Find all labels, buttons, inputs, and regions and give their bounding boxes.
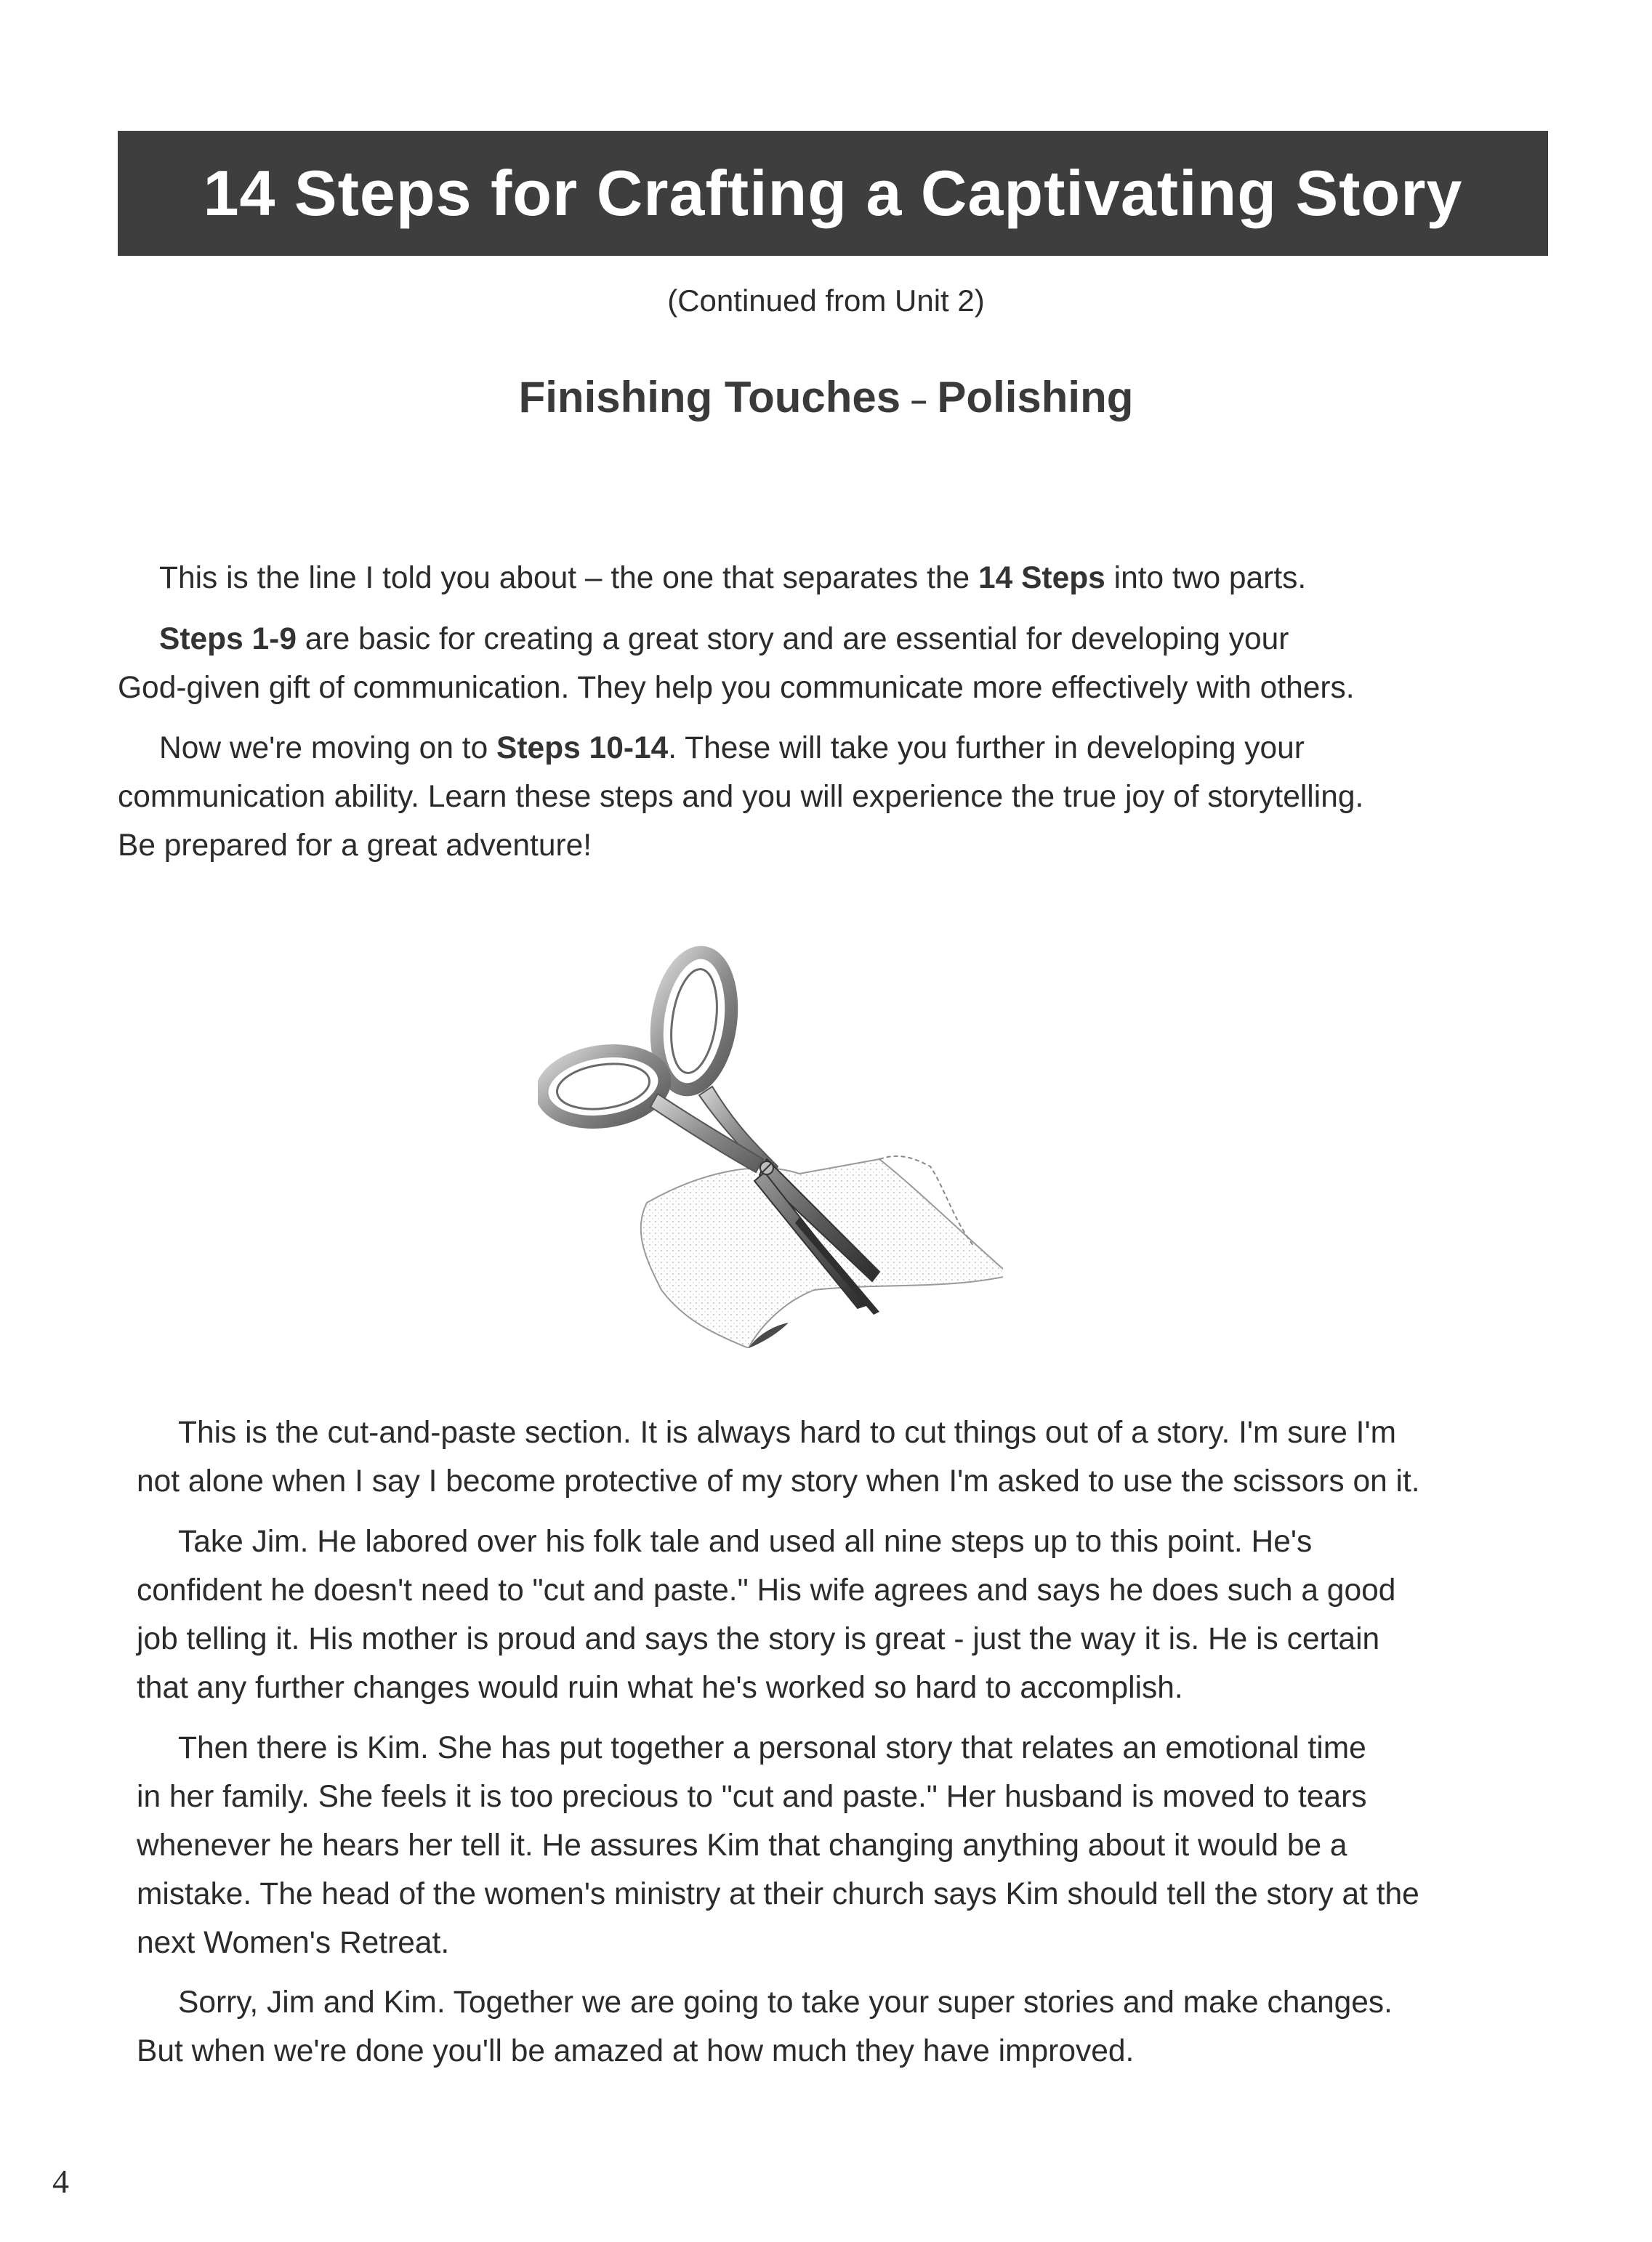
- page-title: 14 Steps for Crafting a Captivating Story: [203, 157, 1463, 229]
- intro-paragraph-3: [118, 724, 1363, 870]
- title-banner: [118, 131, 1548, 256]
- intro-p1-bold: 14 Steps: [978, 561, 1105, 595]
- intro-p2-line-1: are basic for creating a great story and are essential for developing your: [296, 622, 1289, 656]
- body-p3-line-5: next Women's Retreat.: [137, 1926, 450, 1960]
- body-p2-line-1: Take Jim. He labored over his folk tale and used all nine steps up to this point. He's: [178, 1525, 1313, 1559]
- intro-p3-line-2: communication ability. Learn these steps and you will experience the true joy of storytelling.: [118, 780, 1364, 814]
- intro-p2-line-2: God-given gift of communication. They help you communicate more effectively with others.: [118, 671, 1355, 705]
- body-paragraph-1: [137, 1408, 1420, 1506]
- intro-p3-text: Now we're moving on to: [159, 731, 497, 765]
- body-p3-line-3: whenever he hears her tell it. He assures Kim that changing anything about it would be a: [137, 1828, 1347, 1863]
- section-heading: [0, 372, 1652, 422]
- continued-note: (Continued from Unit 2): [667, 283, 985, 318]
- body-p2-line-4: that any further changes would ruin what he's worked so hard to accomplish.: [137, 1671, 1183, 1705]
- body-p2-line-2: confident he doesn't need to "cut and paste." His wife agrees and says he does such a good: [137, 1573, 1396, 1608]
- intro-p2-bold: Steps 1-9: [159, 622, 297, 656]
- page-number: 4: [52, 2163, 69, 2200]
- intro-p3-bold: Steps 10-14: [496, 731, 669, 765]
- intro-p3-line-3: Be prepared for a great adventure!: [118, 828, 592, 863]
- body-p3-line-1: Then there is Kim. She has put together a personal story that relates an emotional time: [178, 1731, 1366, 1765]
- body-p3-line-2: in her family. She feels it is too precious to "cut and paste." Her husband is moved to tears: [137, 1780, 1367, 1814]
- scissors-cutting-paper-icon: [538, 941, 1003, 1348]
- body-p2-line-3: job telling it. His mother is proud and says the story is great - just the way it is. He is certain: [137, 1622, 1380, 1656]
- section-heading-separator: –: [911, 384, 927, 416]
- intro-paragraph-1: [118, 554, 1306, 602]
- body-paragraph-4: [137, 1978, 1393, 2076]
- body-p4-line-1: Sorry, Jim and Kim. Together we are going to take your super stories and make changes.: [178, 1985, 1393, 2020]
- section-heading-right: Polishing: [937, 373, 1134, 422]
- body-p1-line-2: not alone when I say I become protective of my story when I'm asked to use the scissors on it.: [137, 1464, 1420, 1499]
- body-p4-line-2: But when we're done you'll be amazed at how much they have improved.: [137, 2034, 1135, 2068]
- body-paragraph-2: [137, 1517, 1395, 1712]
- intro-p1-end: into two parts.: [1105, 561, 1307, 595]
- intro-p1-text: This is the line I told you about – the one that separates the: [159, 561, 978, 595]
- body-p3-line-4: mistake. The head of the women's ministry at their church says Kim should tell the story at the: [137, 1877, 1419, 1911]
- intro-paragraph-2: [118, 615, 1355, 712]
- body-p1-line-1: This is the cut-and-paste section. It is always hard to cut things out of a story. I'm sure I'm: [178, 1416, 1397, 1450]
- body-paragraph-3: [137, 1724, 1419, 1967]
- section-heading-left: Finishing Touches: [518, 373, 901, 422]
- intro-p3-line-1: . These will take you further in developing your: [668, 731, 1305, 765]
